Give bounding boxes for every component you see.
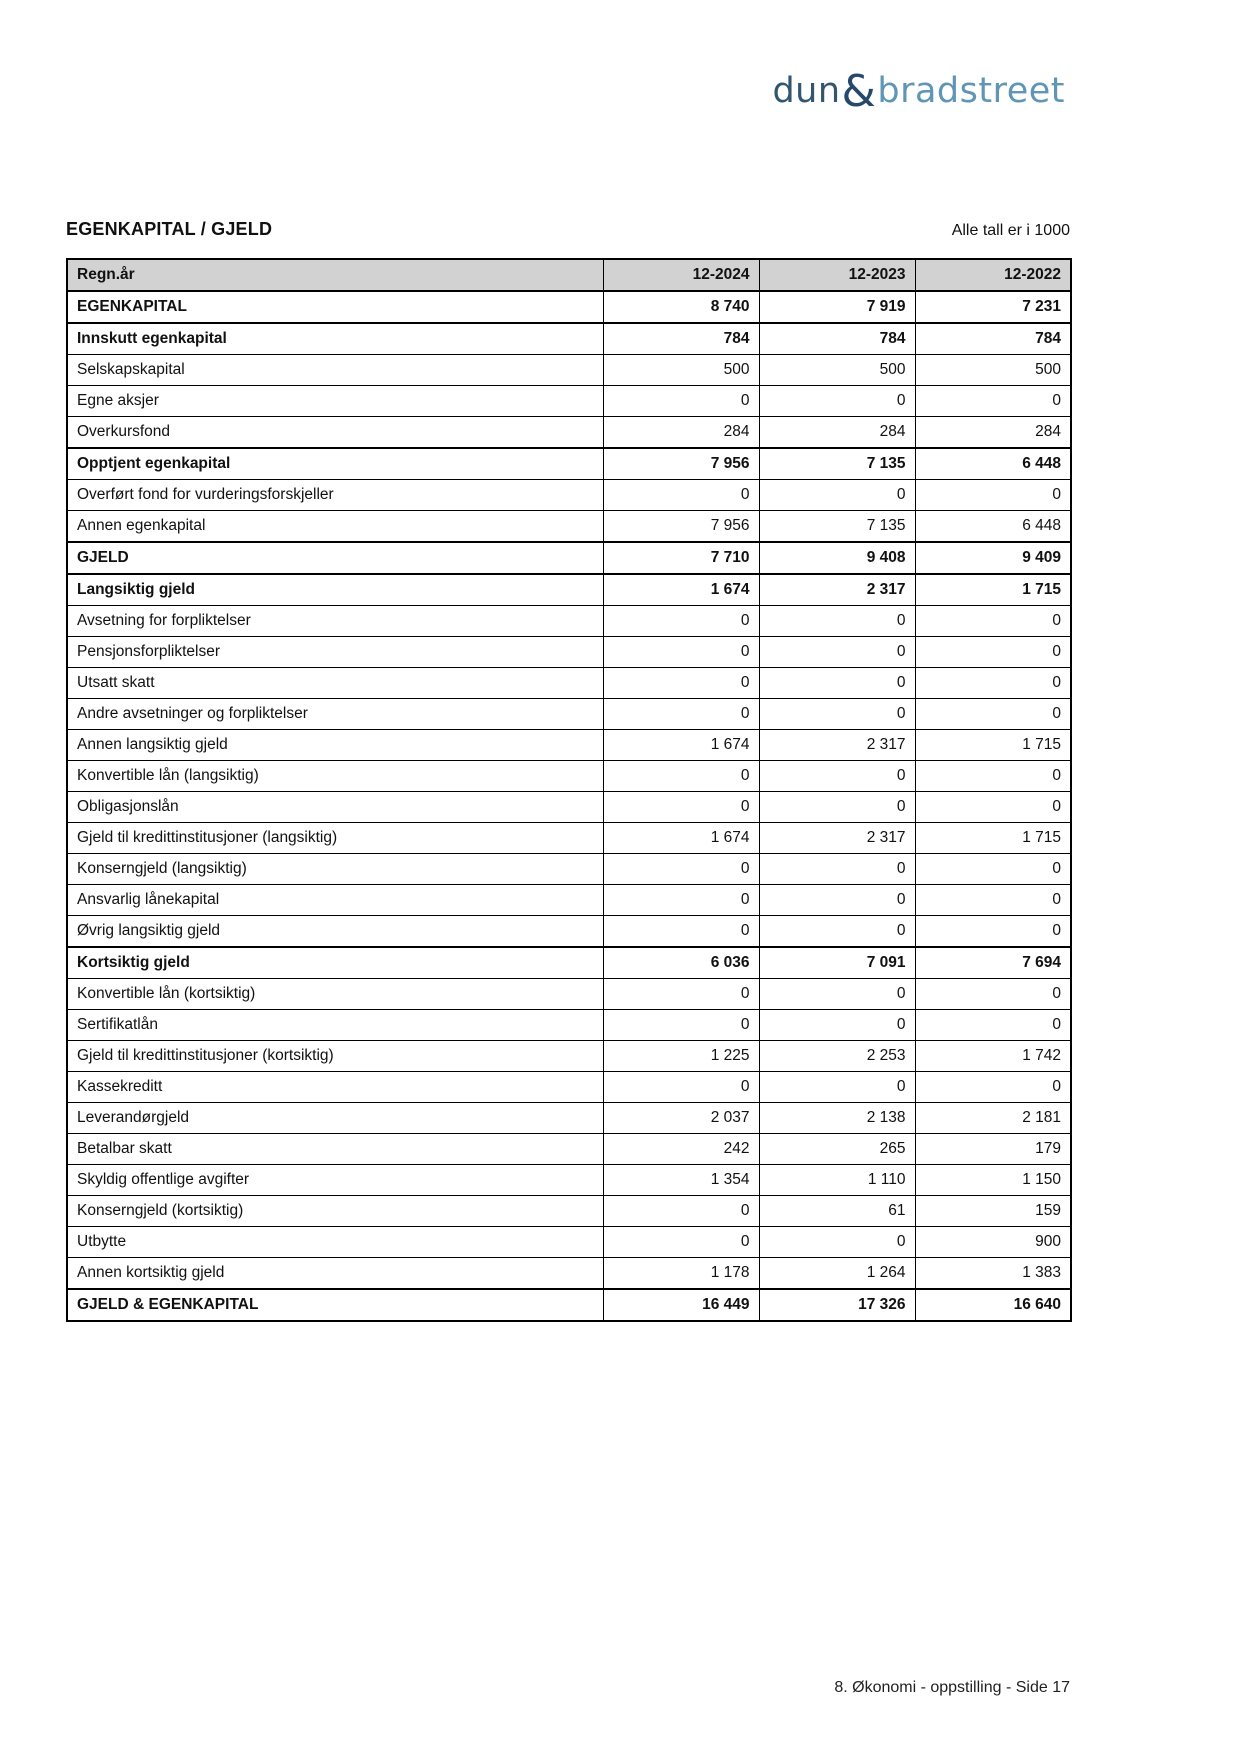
row-value: 0 <box>759 1072 915 1103</box>
table-row <box>67 606 1071 637</box>
row-value: 0 <box>603 480 759 511</box>
row-value: 0 <box>759 761 915 792</box>
row-label: Innskutt egenkapital <box>67 323 603 355</box>
row-value: 179 <box>915 1134 1071 1165</box>
row-label: Avsetning for forpliktelser <box>67 606 603 637</box>
row-label: Obligasjonslån <box>67 792 603 823</box>
row-value: 2 138 <box>759 1103 915 1134</box>
row-value: 0 <box>915 699 1071 730</box>
row-value: 0 <box>603 386 759 417</box>
row-value: 7 710 <box>603 542 759 574</box>
row-value: 0 <box>759 979 915 1010</box>
table-row <box>67 1289 1071 1321</box>
row-label: Konserngjeld (kortsiktig) <box>67 1196 603 1227</box>
row-label: GJELD & EGENKAPITAL <box>67 1289 603 1321</box>
column-header-year-2024: 12-2024 <box>603 259 759 291</box>
row-value: 7 231 <box>915 291 1071 323</box>
row-value: 0 <box>915 1010 1071 1041</box>
row-value: 242 <box>603 1134 759 1165</box>
row-value: 7 091 <box>759 947 915 979</box>
row-value: 500 <box>759 355 915 386</box>
row-value: 1 715 <box>915 574 1071 606</box>
row-value: 0 <box>603 979 759 1010</box>
row-value: 0 <box>915 386 1071 417</box>
row-value: 0 <box>915 1072 1071 1103</box>
row-label: Kortsiktig gjeld <box>67 947 603 979</box>
row-value: 16 640 <box>915 1289 1071 1321</box>
row-label: Annen egenkapital <box>67 511 603 543</box>
table-row <box>67 668 1071 699</box>
column-header-regnar: Regn.år <box>67 259 603 291</box>
logo-ampersand-icon: & <box>841 66 877 117</box>
row-label: Skyldig offentlige avgifter <box>67 1165 603 1196</box>
logo-text-dun: dun <box>772 71 841 111</box>
table-row <box>67 1196 1071 1227</box>
row-label: Leverandørgjeld <box>67 1103 603 1134</box>
column-header-year-2023: 12-2023 <box>759 259 915 291</box>
table-row <box>67 730 1071 761</box>
row-label: Egne aksjer <box>67 386 603 417</box>
row-value: 0 <box>915 761 1071 792</box>
row-value: 500 <box>603 355 759 386</box>
row-value: 284 <box>603 417 759 449</box>
row-value: 1 110 <box>759 1165 915 1196</box>
table-row <box>67 823 1071 854</box>
row-value: 0 <box>759 1227 915 1258</box>
row-value: 1 674 <box>603 574 759 606</box>
dun-bradstreet-logo <box>772 66 1065 117</box>
table-row <box>67 448 1071 480</box>
page-footer: 8. Økonomi - oppstilling - Side 17 <box>834 1679 1070 1696</box>
row-value: 0 <box>603 885 759 916</box>
row-label: EGENKAPITAL <box>67 291 603 323</box>
table-row <box>67 885 1071 916</box>
row-value: 0 <box>603 916 759 948</box>
table-row <box>67 1103 1071 1134</box>
row-value: 6 036 <box>603 947 759 979</box>
table-row <box>67 323 1071 355</box>
row-label: Kassekreditt <box>67 1072 603 1103</box>
table-row <box>67 699 1071 730</box>
table-row <box>67 1041 1071 1072</box>
row-value: 0 <box>603 761 759 792</box>
row-label: Øvrig langsiktig gjeld <box>67 916 603 948</box>
row-value: 0 <box>603 792 759 823</box>
table-row <box>67 542 1071 574</box>
table-row <box>67 511 1071 543</box>
row-label: Overført fond for vurderingsforskjeller <box>67 480 603 511</box>
equity-debt-table <box>66 258 1072 1322</box>
row-value: 2 317 <box>759 823 915 854</box>
row-value: 0 <box>603 637 759 668</box>
row-value: 0 <box>915 792 1071 823</box>
row-label: Gjeld til kredittinstitusjoner (kortsiktig) <box>67 1041 603 1072</box>
row-label: Konserngjeld (langsiktig) <box>67 854 603 885</box>
table-row <box>67 637 1071 668</box>
row-label: Overkursfond <box>67 417 603 449</box>
row-label: Konvertible lån (langsiktig) <box>67 761 603 792</box>
table-row <box>67 1072 1071 1103</box>
table-row <box>67 574 1071 606</box>
row-value: 9 409 <box>915 542 1071 574</box>
row-value: 0 <box>603 1072 759 1103</box>
row-value: 0 <box>759 480 915 511</box>
row-label: Pensjonsforpliktelser <box>67 637 603 668</box>
row-value: 159 <box>915 1196 1071 1227</box>
row-value: 0 <box>759 637 915 668</box>
row-value: 0 <box>915 885 1071 916</box>
row-value: 0 <box>759 668 915 699</box>
row-label: Utbytte <box>67 1227 603 1258</box>
row-value: 900 <box>915 1227 1071 1258</box>
row-value: 0 <box>915 606 1071 637</box>
row-value: 784 <box>915 323 1071 355</box>
table-row <box>67 1258 1071 1290</box>
row-value: 1 742 <box>915 1041 1071 1072</box>
table-header-row <box>67 259 1071 291</box>
row-value: 7 135 <box>759 448 915 480</box>
row-label: Betalbar skatt <box>67 1134 603 1165</box>
row-value: 2 317 <box>759 730 915 761</box>
row-value: 1 225 <box>603 1041 759 1072</box>
row-value: 2 253 <box>759 1041 915 1072</box>
row-value: 1 354 <box>603 1165 759 1196</box>
row-value: 1 264 <box>759 1258 915 1290</box>
row-value: 16 449 <box>603 1289 759 1321</box>
table-row <box>67 1010 1071 1041</box>
row-value: 1 715 <box>915 730 1071 761</box>
row-value: 61 <box>759 1196 915 1227</box>
row-value: 0 <box>759 792 915 823</box>
row-value: 0 <box>603 1196 759 1227</box>
row-label: Selskapskapital <box>67 355 603 386</box>
table-row <box>67 761 1071 792</box>
row-value: 1 674 <box>603 730 759 761</box>
row-value: 784 <box>603 323 759 355</box>
row-value: 0 <box>603 1010 759 1041</box>
row-value: 284 <box>915 417 1071 449</box>
table-row <box>67 1165 1071 1196</box>
row-label: GJELD <box>67 542 603 574</box>
row-value: 7 135 <box>759 511 915 543</box>
title-row <box>66 219 1070 240</box>
table-row <box>67 1227 1071 1258</box>
row-label: Andre avsetninger og forpliktelser <box>67 699 603 730</box>
row-value: 284 <box>759 417 915 449</box>
row-value: 2 181 <box>915 1103 1071 1134</box>
table-row <box>67 854 1071 885</box>
column-header-year-2022: 12-2022 <box>915 259 1071 291</box>
row-value: 6 448 <box>915 511 1071 543</box>
row-value: 500 <box>915 355 1071 386</box>
row-value: 0 <box>915 480 1071 511</box>
row-value: 0 <box>759 885 915 916</box>
table-row <box>67 916 1071 948</box>
table-row <box>67 979 1071 1010</box>
row-label: Gjeld til kredittinstitusjoner (langsiktig) <box>67 823 603 854</box>
row-value: 8 740 <box>603 291 759 323</box>
table-row <box>67 291 1071 323</box>
row-value: 0 <box>759 386 915 417</box>
row-value: 7 956 <box>603 448 759 480</box>
row-value: 0 <box>915 916 1071 948</box>
row-value: 2 317 <box>759 574 915 606</box>
row-value: 0 <box>603 606 759 637</box>
row-value: 0 <box>915 668 1071 699</box>
row-value: 0 <box>915 979 1071 1010</box>
row-label: Annen kortsiktig gjeld <box>67 1258 603 1290</box>
row-value: 9 408 <box>759 542 915 574</box>
row-value: 1 674 <box>603 823 759 854</box>
row-value: 0 <box>759 699 915 730</box>
row-value: 0 <box>915 854 1071 885</box>
row-value: 6 448 <box>915 448 1071 480</box>
row-value: 0 <box>603 699 759 730</box>
row-value: 2 037 <box>603 1103 759 1134</box>
row-value: 0 <box>603 1227 759 1258</box>
logo-text-bradstreet: bradstreet <box>877 71 1065 111</box>
row-label: Langsiktig gjeld <box>67 574 603 606</box>
table-row <box>67 386 1071 417</box>
row-label: Annen langsiktig gjeld <box>67 730 603 761</box>
row-value: 17 326 <box>759 1289 915 1321</box>
row-value: 0 <box>759 1010 915 1041</box>
row-label: Opptjent egenkapital <box>67 448 603 480</box>
row-value: 0 <box>915 637 1071 668</box>
row-label: Utsatt skatt <box>67 668 603 699</box>
row-value: 265 <box>759 1134 915 1165</box>
row-value: 1 178 <box>603 1258 759 1290</box>
table-row <box>67 1134 1071 1165</box>
row-label: Ansvarlig lånekapital <box>67 885 603 916</box>
row-value: 0 <box>759 854 915 885</box>
row-label: Sertifikatlån <box>67 1010 603 1041</box>
row-value: 7 956 <box>603 511 759 543</box>
table-row <box>67 417 1071 449</box>
row-value: 0 <box>759 606 915 637</box>
row-label: Konvertible lån (kortsiktig) <box>67 979 603 1010</box>
table-row <box>67 792 1071 823</box>
row-value: 0 <box>603 854 759 885</box>
row-value: 1 150 <box>915 1165 1071 1196</box>
table-row <box>67 480 1071 511</box>
row-value: 7 919 <box>759 291 915 323</box>
row-value: 1 383 <box>915 1258 1071 1290</box>
row-value: 1 715 <box>915 823 1071 854</box>
row-value: 784 <box>759 323 915 355</box>
row-value: 0 <box>603 668 759 699</box>
row-value: 0 <box>759 916 915 948</box>
table-row <box>67 355 1071 386</box>
table-row <box>67 947 1071 979</box>
row-value: 7 694 <box>915 947 1071 979</box>
page-title: EGENKAPITAL / GJELD <box>66 219 273 239</box>
units-note: Alle tall er i 1000 <box>951 222 1070 239</box>
